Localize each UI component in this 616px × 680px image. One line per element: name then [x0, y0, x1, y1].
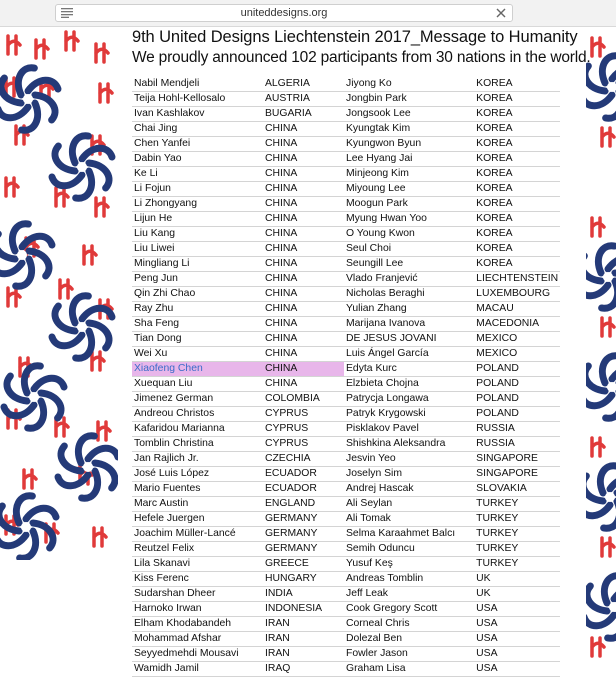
participant-country: IRAN — [263, 632, 344, 647]
participant-name: Minjeong Kim — [344, 167, 474, 182]
participant-country: CHINA — [263, 332, 344, 347]
table-row — [344, 377, 560, 392]
table-row — [132, 527, 344, 542]
participant-country: POLAND — [474, 362, 560, 377]
table-row — [344, 167, 560, 182]
participant-country: MEXICO — [474, 347, 560, 362]
participant-country: KOREA — [474, 107, 560, 122]
participant-name: Edyta Kurc — [344, 362, 474, 377]
participant-country: INDONESIA — [263, 602, 344, 617]
participant-name: Hefele Juergen — [132, 512, 263, 527]
table-row — [132, 392, 344, 407]
table-row — [344, 212, 560, 227]
table-row — [344, 572, 560, 587]
table-row — [344, 527, 560, 542]
table-row — [344, 422, 560, 437]
table-row — [344, 242, 560, 257]
participant-name: Liu Kang — [132, 227, 263, 242]
participant-name: Seungill Lee — [344, 257, 474, 272]
participant-country: USA — [474, 662, 560, 677]
participant-name: Miyoung Lee — [344, 182, 474, 197]
participant-name: Andrej Hascak — [344, 482, 474, 497]
table-row — [132, 122, 344, 137]
browser-toolbar — [0, 0, 616, 27]
participant-name: Myung Hwan Yoo — [344, 212, 474, 227]
participant-country: LUXEMBOURG — [474, 287, 560, 302]
participant-country: TURKEY — [474, 527, 560, 542]
table-row — [132, 602, 344, 617]
participant-name: Jongbin Park — [344, 92, 474, 107]
participant-name: Nicholas Beraghi — [344, 287, 474, 302]
table-row — [132, 92, 344, 107]
participant-name: Kiss Ferenc — [132, 572, 263, 587]
participant-name: Reutzel Felix — [132, 542, 263, 557]
participant-name: Dolezal Ben — [344, 632, 474, 647]
participant-name: Marc Austin — [132, 497, 263, 512]
participant-country: RUSSIA — [474, 422, 560, 437]
participant-country: KOREA — [474, 92, 560, 107]
table-row — [132, 317, 344, 332]
table-row — [132, 557, 344, 572]
table-row — [344, 542, 560, 557]
participant-name: Seul Choi — [344, 242, 474, 257]
participant-name: Ke Li — [132, 167, 263, 182]
participant-country: USA — [474, 647, 560, 662]
participant-name: José Luis López — [132, 467, 263, 482]
participant-name: Liu Liwei — [132, 242, 263, 257]
table-row — [344, 287, 560, 302]
table-row — [344, 317, 560, 332]
participant-country: KOREA — [474, 212, 560, 227]
participant-country: KOREA — [474, 122, 560, 137]
participant-name: Jongsook Lee — [344, 107, 474, 122]
table-row — [132, 197, 344, 212]
table-row — [344, 452, 560, 467]
participant-country: CHINA — [263, 317, 344, 332]
participant-country: CHINA — [263, 302, 344, 317]
participant-name: Wei Xu — [132, 347, 263, 362]
participant-country: AUSTRIA — [263, 92, 344, 107]
table-row — [132, 467, 344, 482]
table-row — [132, 362, 344, 377]
participant-name: Vlado Franjević — [344, 272, 474, 287]
participant-country: ECUADOR — [263, 482, 344, 497]
table-row — [344, 497, 560, 512]
participant-name: Corneal Chris — [344, 617, 474, 632]
participant-country: CHINA — [263, 182, 344, 197]
participant-country: CHINA — [263, 212, 344, 227]
table-row — [344, 632, 560, 647]
table-row — [132, 422, 344, 437]
participant-country: ENGLAND — [263, 497, 344, 512]
participant-name: Nabil Mendjeli — [132, 77, 263, 92]
participant-name: Shishkina Aleksandra — [344, 437, 474, 452]
participant-country: TURKEY — [474, 542, 560, 557]
table-row — [132, 152, 344, 167]
table-row — [344, 272, 560, 287]
table-row — [132, 437, 344, 452]
table-row — [344, 557, 560, 572]
table-row — [344, 92, 560, 107]
participant-country: KOREA — [474, 182, 560, 197]
participant-name: Jiyong Ko — [344, 77, 474, 92]
table-row — [132, 242, 344, 257]
participant-country: GERMANY — [263, 527, 344, 542]
participant-country: POLAND — [474, 407, 560, 422]
participant-country: IRAQ — [263, 662, 344, 677]
table-row — [132, 257, 344, 272]
participant-name: Jesvin Yeo — [344, 452, 474, 467]
participant-name: Yusuf Keş — [344, 557, 474, 572]
participant-country: CYPRUS — [263, 422, 344, 437]
table-row — [132, 287, 344, 302]
participant-name: Ray Zhu — [132, 302, 263, 317]
participant-name: Selma Karaahmet Balcı — [344, 527, 474, 542]
participant-country: MACEDONIA — [474, 317, 560, 332]
participant-country: USA — [474, 617, 560, 632]
table-row — [132, 632, 344, 647]
participant-name: Chai Jing — [132, 122, 263, 137]
participant-name: Luis Ángel García — [344, 347, 474, 362]
table-row — [344, 122, 560, 137]
participant-country: KOREA — [474, 137, 560, 152]
participant-country: CHINA — [263, 347, 344, 362]
participant-country: INDIA — [263, 587, 344, 602]
participant-name: Peng Jun — [132, 272, 263, 287]
participant-country: RUSSIA — [474, 437, 560, 452]
participant-country: CHINA — [263, 362, 344, 377]
table-row — [132, 512, 344, 527]
table-row — [132, 647, 344, 662]
table-row — [132, 542, 344, 557]
participants-list — [132, 77, 560, 677]
participant-name: Joachim Müller-Lancé — [132, 527, 263, 542]
participant-country: CYPRUS — [263, 407, 344, 422]
table-row — [344, 437, 560, 452]
table-row — [344, 392, 560, 407]
table-row — [344, 227, 560, 242]
participant-name: Wamidh Jamil — [132, 662, 263, 677]
participant-name: Kyungtak Kim — [344, 122, 474, 137]
table-row — [344, 482, 560, 497]
table-row — [344, 197, 560, 212]
participant-name: Ivan Kashlakov — [132, 107, 263, 122]
participant-name: Teija Hohl-Kellosalo — [132, 92, 263, 107]
participant-country: KOREA — [474, 197, 560, 212]
table-row — [132, 107, 344, 122]
table-row — [132, 302, 344, 317]
participant-country: KOREA — [474, 242, 560, 257]
participant-name: Cook Gregory Scott — [344, 602, 474, 617]
table-row — [344, 662, 560, 677]
participant-country: GREECE — [263, 557, 344, 572]
decorative-pattern-right — [586, 27, 616, 680]
participant-name: Patrycja Longawa — [344, 392, 474, 407]
participant-country: KOREA — [474, 167, 560, 182]
table-row — [132, 407, 344, 422]
participant-country: POLAND — [474, 392, 560, 407]
participants-table-left — [132, 77, 344, 677]
participant-name: Lila Skanavi — [132, 557, 263, 572]
participant-name: Yulian Zhang — [344, 302, 474, 317]
table-row — [132, 497, 344, 512]
participants-table-right — [344, 77, 560, 677]
table-row — [344, 302, 560, 317]
url-text: uniteddesigns.org — [240, 7, 328, 19]
participant-country: UK — [474, 587, 560, 602]
participant-name: Sudarshan Dheer — [132, 587, 263, 602]
table-row — [344, 587, 560, 602]
table-row — [132, 587, 344, 602]
table-row — [344, 602, 560, 617]
participant-name: Mingliang Li — [132, 257, 263, 272]
table-row — [344, 467, 560, 482]
participant-country: USA — [474, 632, 560, 647]
participant-country: UK — [474, 572, 560, 587]
participant-name: Kyungwon Byun — [344, 137, 474, 152]
participant-country: CZECHIA — [263, 452, 344, 467]
close-icon[interactable] — [496, 8, 506, 18]
participant-country: TURKEY — [474, 557, 560, 572]
table-row — [132, 137, 344, 152]
participant-country: GERMANY — [263, 542, 344, 557]
table-row — [132, 77, 344, 92]
participant-name: Lijun He — [132, 212, 263, 227]
participant-country: CHINA — [263, 377, 344, 392]
participant-name: Joselyn Sim — [344, 467, 474, 482]
participant-country: HUNGARY — [263, 572, 344, 587]
participant-country: KOREA — [474, 227, 560, 242]
participant-name: Jan Rajlich Jr. — [132, 452, 263, 467]
participant-country: ALGERIA — [263, 77, 344, 92]
participant-country: SINGAPORE — [474, 452, 560, 467]
table-row — [344, 152, 560, 167]
table-row — [132, 212, 344, 227]
participant-name: Tian Dong — [132, 332, 263, 347]
participant-country: CHINA — [263, 152, 344, 167]
participant-country: CHINA — [263, 257, 344, 272]
participant-country: POLAND — [474, 377, 560, 392]
participant-name: Harnoko Irwan — [132, 602, 263, 617]
decorative-pattern-left — [0, 27, 118, 560]
participant-country: KOREA — [474, 77, 560, 92]
participant-name: Li Fojun — [132, 182, 263, 197]
table-row — [132, 482, 344, 497]
table-row — [344, 362, 560, 377]
table-row — [344, 617, 560, 632]
table-row — [344, 647, 560, 662]
page-subtitle: We proudly announced 102 participants from 30 nations in the world. — [132, 49, 591, 66]
table-row — [344, 257, 560, 272]
participant-name: Pisklakov Pavel — [344, 422, 474, 437]
table-row — [344, 137, 560, 152]
table-row — [344, 512, 560, 527]
table-row — [344, 347, 560, 362]
table-row — [132, 182, 344, 197]
participant-country: ECUADOR — [263, 467, 344, 482]
table-row — [344, 77, 560, 92]
participant-country: CHINA — [263, 167, 344, 182]
participant-country: TURKEY — [474, 512, 560, 527]
participant-country: SLOVAKIA — [474, 482, 560, 497]
participant-name: Fowler Jason — [344, 647, 474, 662]
participant-name: Seyyedmehdi Mousavi — [132, 647, 263, 662]
participant-name: Mohammad Afshar — [132, 632, 263, 647]
participant-name: Tomblin Christina — [132, 437, 263, 452]
participant-name: Xiaofeng Chen — [132, 362, 263, 377]
table-row — [132, 347, 344, 362]
participant-name: Elham Khodabandeh — [132, 617, 263, 632]
table-row — [344, 107, 560, 122]
participant-country: KOREA — [474, 257, 560, 272]
page-title: 9th United Designs Liechtenstein 2017_Message to Humanity — [132, 28, 578, 46]
participant-country: MEXICO — [474, 332, 560, 347]
participant-name: Mario Fuentes — [132, 482, 263, 497]
participant-name: DE JESUS JOVANI — [344, 332, 474, 347]
participant-name: Li Zhongyang — [132, 197, 263, 212]
participant-name: Jimenez German — [132, 392, 263, 407]
participant-name: Moogun Park — [344, 197, 474, 212]
participant-name: O Young Kwon — [344, 227, 474, 242]
participant-name: Xuequan Liu — [132, 377, 263, 392]
table-row — [132, 227, 344, 242]
participant-country: CHINA — [263, 137, 344, 152]
participant-name: Dabin Yao — [132, 152, 263, 167]
participant-country: CYPRUS — [263, 437, 344, 452]
participant-country: COLOMBIA — [263, 392, 344, 407]
table-row — [344, 182, 560, 197]
participant-name: Elzbieta Chojna — [344, 377, 474, 392]
participant-name: Andreas Tomblin — [344, 572, 474, 587]
participant-country: TURKEY — [474, 497, 560, 512]
participant-name: Ali Seylan — [344, 497, 474, 512]
table-row — [132, 617, 344, 632]
participant-name: Semih Oduncu — [344, 542, 474, 557]
table-row — [344, 407, 560, 422]
table-row — [344, 332, 560, 347]
participant-country: CHINA — [263, 287, 344, 302]
participant-name: Graham Lisa — [344, 662, 474, 677]
participant-name: Marijana Ivanova — [344, 317, 474, 332]
participant-country: BUGARIA — [263, 107, 344, 122]
participant-country: IRAN — [263, 647, 344, 662]
participant-name: Patryk Krygowski — [344, 407, 474, 422]
participant-country: SINGAPORE — [474, 467, 560, 482]
participant-country: USA — [474, 602, 560, 617]
participant-country: MACAU — [474, 302, 560, 317]
participant-country: CHINA — [263, 227, 344, 242]
participant-country: LIECHTENSTEIN — [474, 272, 560, 287]
participant-country: KOREA — [474, 152, 560, 167]
table-row — [132, 662, 344, 677]
address-bar[interactable] — [55, 4, 513, 22]
table-row — [132, 272, 344, 287]
table-row — [132, 332, 344, 347]
participant-country: GERMANY — [263, 512, 344, 527]
table-row — [132, 377, 344, 392]
participant-name: Chen Yanfei — [132, 137, 263, 152]
table-row — [132, 452, 344, 467]
participant-name: Andreou Christos — [132, 407, 263, 422]
participant-name: Ali Tomak — [344, 512, 474, 527]
participant-name: Qin Zhi Chao — [132, 287, 263, 302]
table-row — [132, 572, 344, 587]
participant-name: Kafaridou Marianna — [132, 422, 263, 437]
participant-name: Lee Hyang Jai — [344, 152, 474, 167]
participant-country: CHINA — [263, 272, 344, 287]
table-row — [132, 167, 344, 182]
participant-country: IRAN — [263, 617, 344, 632]
participant-country: CHINA — [263, 197, 344, 212]
participant-name: Sha Feng — [132, 317, 263, 332]
participant-name: Jeff Leak — [344, 587, 474, 602]
participant-country: CHINA — [263, 122, 344, 137]
participant-country: CHINA — [263, 242, 344, 257]
